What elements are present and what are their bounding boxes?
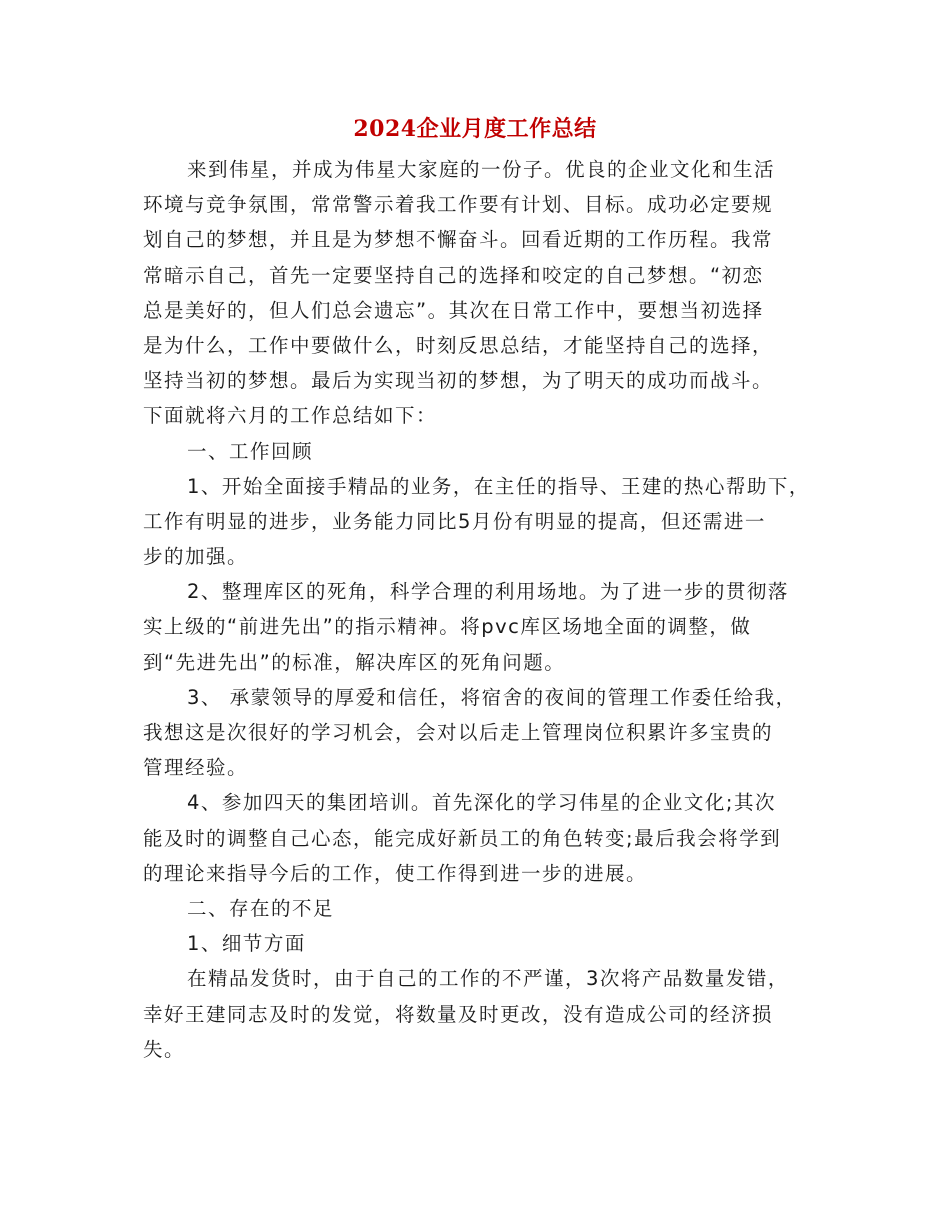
text-line: 1、开始全面接手精品的业务，在主任的指导、王建的热心帮助下， [187,474,810,498]
text-line: 是为什么，工作中要做什么，时刻反思总结，才能坚持自己的选择， [143,333,774,357]
text-line: 3、 承蒙领导的厚爱和信任，将宿舍的夜间的管理工作委任给我， [187,685,797,709]
text-line: 幸好王建同志及时的发觉，将数量及时更改，没有造成公司的经济损 [143,1002,774,1026]
text-line: 管理经验。 [143,756,249,780]
text-line: 能及时的调整自己心态，能完成好新员工的角色转变;最后我会将学到 [143,826,782,850]
text-line: 环境与竞争氛围，常常警示着我工作要有计划、目标。成功必定要规 [143,193,774,217]
text-line: 实上级的“前进先出”的指示精神。将pvc库区场地全面的调整，做 [143,615,752,639]
text-line: 步的加强。 [143,545,249,569]
text-line: 划自己的梦想，并且是为梦想不懈奋斗。回看近期的工作历程。我常 [143,228,774,252]
text-line: 坚持当初的梦想。最后为实现当初的梦想，为了明天的成功而战斗。 [143,369,774,393]
text-line: 2、整理库区的死角，科学合理的利用场地。为了进一步的贯彻落 [187,580,789,604]
text-line: 到“先进先出”的标准，解决库区的死角问题。 [143,650,566,674]
text-line: 常暗示自己，首先一定要坚持自己的选择和咬定的自己梦想。“初恋 [143,263,764,287]
section-heading: 二、存在的不足 [187,896,335,920]
document-title: 2024企业月度工作总结 [353,116,597,142]
text-line: 总是美好的，但人们总会遗忘”。其次在日常工作中，要想当初选择 [143,298,764,322]
text-line: 我想这是次很好的学习机会，会对以后走上管理岗位积累许多宝贵的 [143,721,774,744]
text-line: 来到伟星，并成为伟星大家庭的一份子。优良的企业文化和生活 [187,158,776,181]
text-line: 下面就将六月的工作总结如下： [143,404,438,428]
section-heading: 一、工作回顾 [187,439,314,463]
text-line: 的理论来指导今后的工作，使工作得到进一步的进展。 [143,861,648,885]
text-line: 在精品发货时，由于自己的工作的不严谨，3次将产品数量发错， [187,967,789,991]
text-line: 工作有明显的进步，业务能力同比5月份有明显的提高，但还需进一 [143,509,766,533]
document-body [143,152,815,1067]
subsection-heading: 1、细节方面 [187,932,306,956]
text-line: 失。 [143,1037,186,1061]
text-line: 4、参加四天的集团培训。首先深化的学习伟星的企业文化;其次 [187,791,776,815]
